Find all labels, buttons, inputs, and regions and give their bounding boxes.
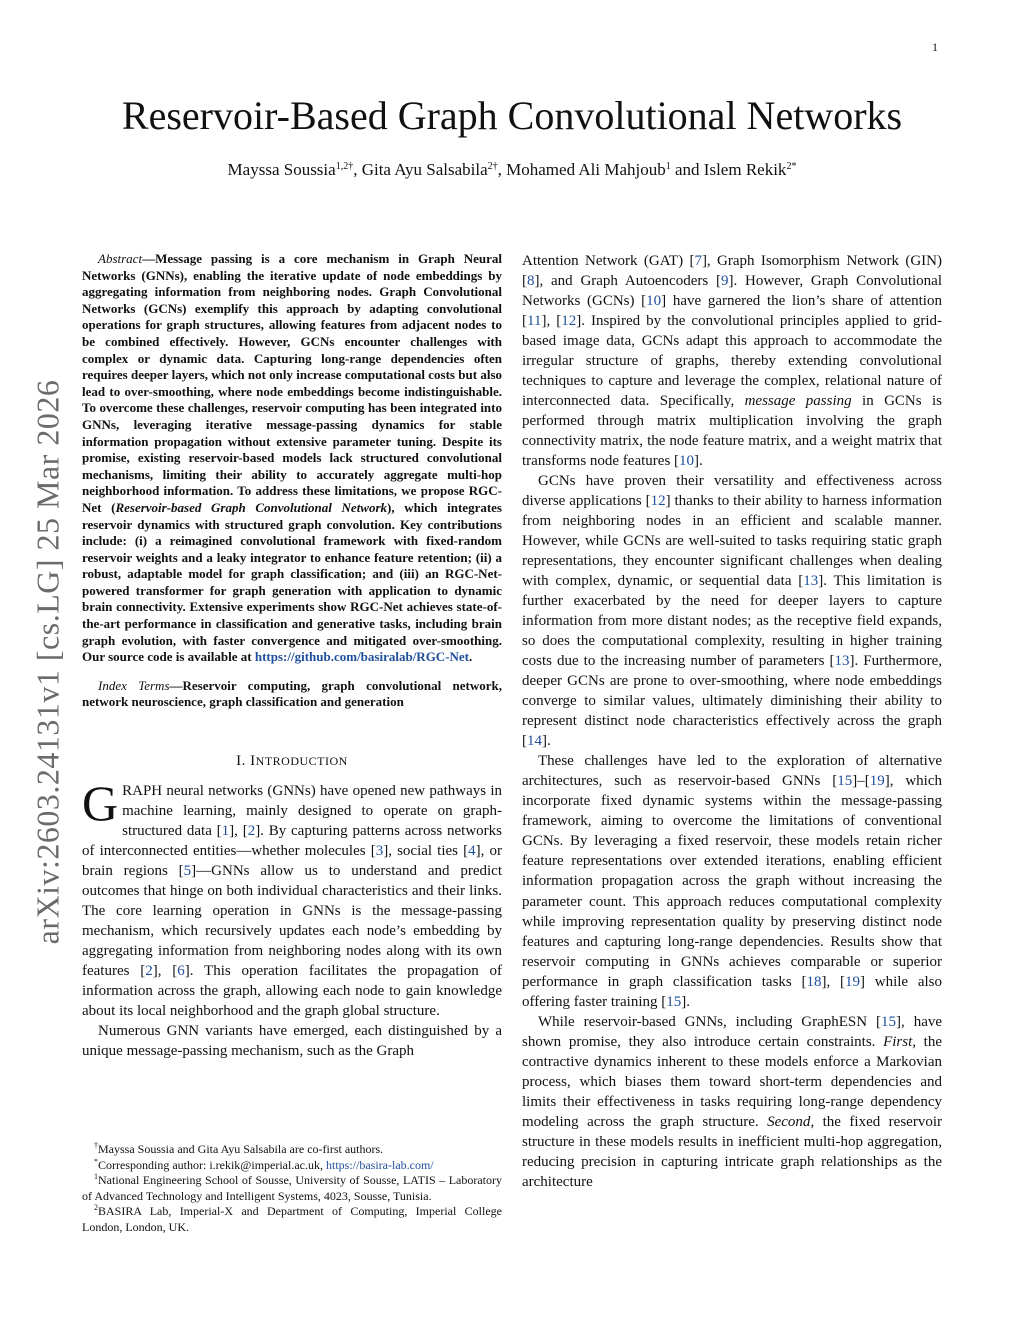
footnote-mark: † <box>94 1141 98 1150</box>
text-run: ], and Graph Autoencoders [ <box>534 273 721 290</box>
footnote <box>82 1158 502 1174</box>
citation-link[interactable]: 10 <box>679 453 695 470</box>
citation-link[interactable]: 13 <box>834 653 850 670</box>
citation-link[interactable]: 12 <box>650 493 666 510</box>
footnote-mark: * <box>94 1156 98 1166</box>
text-run: While reservoir-based GNNs, including GraphESN [ <box>538 1013 882 1030</box>
citation-link[interactable]: 7 <box>694 253 702 269</box>
citation-link[interactable]: 19 <box>869 773 885 790</box>
text-run: , the contractive dynamics inherent to these models enforce a Markovian process, which biases them toward short-term dependencies and limits their effectiveness in tasks requiring long-range dependency modeling across the graph structure. <box>522 1033 943 1130</box>
citation-link[interactable]: 12 <box>561 313 577 330</box>
author-affiliation-mark: 1,2† <box>335 161 354 172</box>
abstract <box>82 251 502 666</box>
abstract-text: Message passing is a core mechanism in Graph Neural Networks (GNNs), enabling the iterative update of node embeddings by aggregating information from neighboring nodes. Graph Convolutional Networks (GCNs) exemplify this approach by adapting convolutional operations for graph structures, allowing features from adjacent nodes to be combined effectively. However, GCNs encounter challenges with complex or dynamic data. Capturing long-range dependencies often requires deeper layers, which not only increase computational costs but also lead to over-smoothing, where node embeddings become indistinguishable. To overcome these challenges, reservoir computing has been integrated into GNNs, leveraging iterative message-passing dynamics for stable information propagation without extensive parameter tuning. Despite its promise, existing reservoir-based models lack structured convolutional mechanisms, limiting their ability to accurately aggregate multi-hop neighborhood information. To address these limitations, we propose RGC-Net ( <box>82 251 502 515</box>
section-heading-introduction <box>82 751 502 771</box>
text-run: RAPH neural networks (GNNs) have opened new pathways in machine learning, mainly designed to operate on graph-structured data [ <box>122 783 502 840</box>
author-affiliation-mark: 1 <box>665 161 671 172</box>
author-affiliation-mark: 2* <box>786 161 797 172</box>
citation-link[interactable]: 5 <box>183 863 192 880</box>
arxiv-identifier: arXiv:2603.24131v1 [cs.LG] 25 Mar 2026 <box>29 379 66 945</box>
body-paragraph <box>522 251 942 471</box>
emphasis-term: First <box>883 1033 913 1050</box>
citation-link[interactable]: 9 <box>720 273 729 290</box>
author-name: Islem Rekik <box>703 160 787 179</box>
citation-link[interactable]: 1 <box>221 823 230 840</box>
left-column <box>82 251 502 1061</box>
citation-link[interactable]: 4 <box>468 843 476 860</box>
author-name: Mayssa Soussia <box>227 160 336 179</box>
footnote-text: Corresponding author: i.rekik@imperial.ac.uk, <box>98 1157 326 1172</box>
text-run: Attention Network (GAT) [ <box>522 253 695 269</box>
text-run: ]–[ <box>852 773 870 790</box>
text-run: ], [ <box>821 973 845 990</box>
page-number: 1 <box>932 40 938 54</box>
source-code-link[interactable]: https://github.com/basiralab/RGC-Net <box>254 649 470 665</box>
citation-link[interactable]: 2 <box>145 963 153 980</box>
citation-link[interactable]: 15 <box>666 993 682 1010</box>
section-heading-rest: NTRODUCTION <box>255 754 348 769</box>
emphasis-term: message passing <box>744 393 852 410</box>
citation-link[interactable]: 15 <box>837 773 853 790</box>
text-run: ]—GNNs allow us to understand and predict outcomes that hinge on both individual characteristics and their links. The core learning operation in GNNs is the message-passing mechanism, which recursively updates each node’s embedding by aggregating information from neighboring nodes along with its own features [ <box>82 863 503 980</box>
text-run: ]. This limitation is further exacerbated by the need for deeper layers to capture information from more distant nodes; as the receptive field expands, so does the computational complexity, resulting in higher training costs due to the increasing number of parameters [ <box>522 573 942 670</box>
footnote <box>82 1204 502 1235</box>
footnote-text: Mayssa Soussia and Gita Ayu Salsabila are co-first authors. <box>98 1142 384 1156</box>
citation-link[interactable]: 10 <box>646 293 662 310</box>
footnotes <box>82 1142 502 1235</box>
text-run: in GCNs is performed through matrix multiplication involving the graph connectivity matrix, the node feature matrix, and a weight matrix that transforms node features [ <box>522 393 942 470</box>
emphasis-term: Second <box>767 1113 811 1130</box>
body-paragraph <box>522 1012 942 1192</box>
abstract-text: ), which integrates reservoir dynamics with structured graph convolution. Key contributions include: (i) a reimagined convolutional framework with fixed-random reservoir weights and a leaky integrator to enhance feature retention; (ii) a robust, adaptable model for graph classification; and (iii) an RGC-Net-powered transformer for graph generation with application to dynamic brain connectivity. Extensive experiments show RGC-Net achieves state-of-the-art performance in classification and generative tasks, including brain graph evolution, with faster convergence and mitigated over-smoothing. Our source code is available at <box>82 499 502 665</box>
abstract-end: . <box>469 649 473 665</box>
intro-paragraph: Numerous GNN variants have emerged, each distinguished by a unique message-passing mechanism, such as the Graph <box>82 1023 502 1060</box>
author-name: Mohamed Ali Mahjoub <box>506 160 666 179</box>
intro-paragraph <box>82 775 503 1021</box>
text-run: ]. However, Graph Convolutional Networks (GCNs) [ <box>522 273 942 310</box>
text-run: ]. Inspired by the convolutional principles applied to grid-based image data, GCNs adapt this approach to accommodate the irregular structure of graphs, thereby extending convolutional techniques to capture and leverage the complex, relational nature of interconnected data. Specifically, <box>522 313 942 410</box>
text-run: ] have garnered the lion’s share of attention [ <box>522 293 942 330</box>
text-run: ], Graph Isomorphism Network (GIN) [ <box>522 253 942 290</box>
text-run: GCNs have proven their versatility and effectiveness across diverse applications [ <box>522 473 942 510</box>
text-run: ]. Furthermore, deeper GCNs are prone to over-smoothing, where node embeddings converge to similar values, ultimately diminishing their ability to represent distinct node characteristics effectively across the graph [ <box>522 653 942 750</box>
text-run: ], or brain regions [ <box>82 843 502 880</box>
text-run: These challenges have led to the exploration of alternative architectures, such as reservoir-based GNNs [ <box>522 753 942 790</box>
citation-link[interactable]: 13 <box>803 573 819 590</box>
right-column <box>522 251 942 1192</box>
text-run: ], [ <box>152 963 178 980</box>
paper-title: Reservoir-Based Graph Convolutional Networks <box>121 93 903 138</box>
footnote-text: National Engineering School of Sousse, University of Sousse, LATIS – Laboratory of Advanced Technology and Intelligent Systems, 4023, Sousse, Tunisia. <box>82 1173 502 1203</box>
text-run: ], which incorporate fixed dynamic systems within the message-passing framework, aiming to overcome the limitations of conventional GCNs. By leveraging a fixed reservoir, these models retain richer feature representations over extended iterations, enabling efficient information propagation across the graph without increasing the parameter count. This approach reduces computational complexity while improving representation quality by preserving distinct node features and capturing long-range dependencies. Results show that reservoir computing in GNNs achieves comparable or superior performance in graph classification tasks [ <box>522 773 942 990</box>
body-paragraph <box>522 471 942 751</box>
text-run: ]. <box>681 993 691 1010</box>
citation-link[interactable]: 2 <box>247 823 256 840</box>
author-affiliation-mark: 2† <box>487 161 498 172</box>
abstract-label: Abstract <box>98 251 143 266</box>
citation-link[interactable]: 3 <box>375 843 384 860</box>
text-run: ], social ties [ <box>383 843 469 860</box>
text-run: ]. <box>694 453 703 470</box>
text-run: , the fixed reservoir structure in these models results in inefficient multi-hop aggregation, reducing precision in capturing intricate graph relationships as the architecture <box>522 1113 942 1190</box>
text-run: ], [ <box>541 313 562 330</box>
citation-link[interactable]: 8 <box>527 273 535 290</box>
author-name: Gita Ayu Salsabila <box>361 160 488 179</box>
text-run: ]. By capturing patterns across networks of interconnected entities—whether molecules [ <box>82 823 502 860</box>
abstract-dash: — <box>142 251 156 266</box>
drop-cap: G <box>82 775 119 832</box>
body-paragraph <box>522 751 942 1011</box>
citation-link[interactable]: 19 <box>845 973 860 990</box>
footnote <box>82 1142 502 1158</box>
text-run: ], [ <box>229 823 248 840</box>
footnote-mark: 2 <box>94 1203 98 1212</box>
footnote-mark: 1 <box>94 1172 98 1181</box>
index-terms-text: Reservoir computing, graph convolutional network, network neuroscience, graph classification and generation <box>82 677 502 710</box>
text-run: ] thanks to their ability to harness information from neighboring nodes in an efficient and scalable manner. However, while GCNs are well-suited to tasks requiring static graph representations, they encounter significant challenges when dealing with complex, dynamic, or sequential data [ <box>522 493 942 590</box>
index-terms <box>82 678 502 711</box>
citation-link[interactable]: 6 <box>177 963 185 980</box>
index-terms-label: Index Terms <box>98 677 170 693</box>
citation-link[interactable]: 14 <box>527 733 542 750</box>
text-run: ], have shown promise, they also introduce certain constraints. <box>522 1013 943 1050</box>
lab-website-link[interactable]: https://basira-lab.com/ <box>326 1157 434 1172</box>
text-run: ]. This operation facilitates the propagation of information across the graph, allowing each node to gain knowledge about its local neighborhood and the graph global structure. <box>82 963 502 1020</box>
text-run: ] while also offering faster training [ <box>522 973 942 1010</box>
index-terms-dash: — <box>169 677 183 693</box>
citation-link[interactable]: 18 <box>806 973 822 990</box>
abstract-model-name: Reservoir-based Graph Convolutional Network <box>115 499 388 515</box>
footnote-text: BASIRA Lab, Imperial-X and Department of Computing, Imperial College London, London, UK. <box>82 1204 502 1234</box>
author-list: Mayssa Soussia$^{1,2\dagger}$, Gita Ayu Salsabila$^{2\dagger}$, Mohamed Ali Mahjoub$^1$ and Islem Rekik$^{2*}$ <box>227 160 797 179</box>
citation-link[interactable]: 11 <box>527 313 542 330</box>
citation-link[interactable]: 15 <box>881 1013 897 1030</box>
section-numeral: I. <box>236 753 251 770</box>
footnote <box>82 1173 502 1204</box>
section-heading-first-letter: I <box>250 753 256 770</box>
text-run: ]. <box>542 733 551 750</box>
